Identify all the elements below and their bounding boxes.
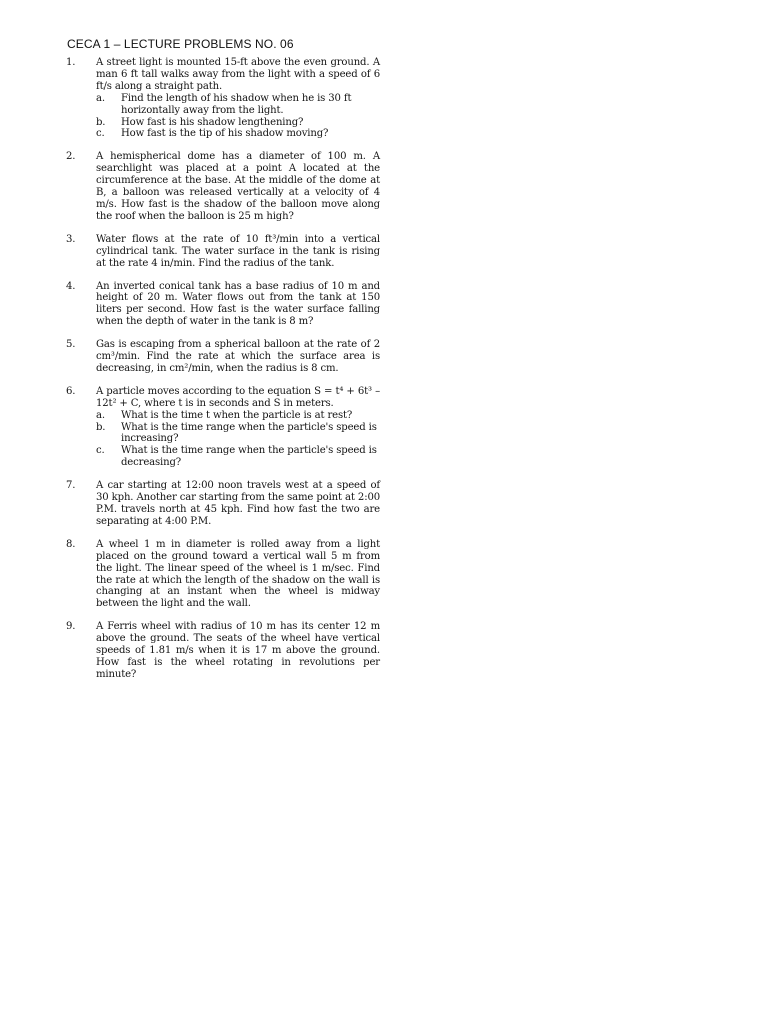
problem-text: A particle moves according to the equation S = t⁴ + 6t³ – 12t² + C, where t is in seconds and S in meters. (96, 385, 380, 409)
problem-body (96, 151, 380, 222)
problem-number: 7. (66, 480, 76, 492)
sub-letter: a. (96, 92, 105, 104)
problem-body (96, 539, 380, 610)
problem-text: A hemispherical dome has a diameter of 100 m. A searchlight was placed at a point A located at the circumference at the base. At the middle of the dome at B, a balloon was released vertically at a velocity of 4 m/s. How fast is the shadow of the balloon move along the roof when the balloon is 25 m high? (96, 151, 380, 222)
sub-letter: b. (96, 116, 106, 128)
sub-question (96, 410, 380, 422)
sub-text: How fast is the tip of his shadow moving? (121, 128, 329, 140)
problem-text: A Ferris wheel with radius of 10 m has its center 12 m above the ground. The seats of the wheel have vertical speeds of 1.81 m/s when it is 17 m above the ground. How fast is the wheel rotating in revolutions per minute? (96, 621, 380, 680)
problem-number: 3. (66, 233, 76, 245)
sub-letter: c. (96, 445, 105, 457)
problem-number: 5. (66, 339, 76, 351)
problem-4 (66, 281, 380, 329)
problem-9 (66, 621, 380, 681)
problem-number: 2. (66, 151, 76, 163)
sub-letter: a. (96, 409, 105, 421)
problem-6 (66, 386, 380, 469)
problem-number: 8. (66, 538, 76, 550)
problem-text: A car starting at 12:00 noon travels west at a speed of 30 kph. Another car starting from the same point at 2:00 P.M. travels north at 45 kph. Find how fast the two are separating at 4:00 P.M. (96, 480, 380, 527)
problem-body (96, 621, 380, 681)
problem-text: An inverted conical tank has a base radius of 10 m and height of 20 m. Water flows out from the tank at 150 liters per second. How fast is the water surface falling when the depth of water in the tank is 8 m? (96, 280, 380, 328)
problem-body (96, 57, 380, 140)
problem-8 (66, 539, 380, 610)
problem-text: Gas is escaping from a spherical balloon at the rate of 2 cm³/min. Find the rate at which the surface area is decreasing, in cm²/min, when the radius is 8 cm. (96, 339, 380, 374)
problem-list (66, 57, 380, 692)
sub-text: How fast is his shadow lengthening? (121, 116, 304, 128)
problem-number: 4. (66, 280, 76, 292)
sub-text: What is the time range when the particle's speed is increasing? (121, 421, 377, 445)
problem-body (96, 281, 380, 329)
problem-number: 6. (66, 385, 76, 397)
problem-7 (66, 480, 380, 528)
sub-letter: b. (96, 421, 106, 433)
problem-1 (66, 57, 380, 140)
problem-text: A street light is mounted 15-ft above the even ground. A man 6 ft tall walks away from the light with a speed of 6 ft/s along a straight path. (96, 57, 380, 92)
problem-body (96, 234, 380, 270)
problem-number: 1. (66, 57, 76, 68)
sub-question (96, 422, 380, 446)
problem-body (96, 339, 380, 375)
sub-question (96, 93, 380, 117)
sub-text: What is the time range when the particle's speed is decreasing? (121, 445, 377, 469)
page-title: CECA 1 – LECTURE PROBLEMS NO. 06 (67, 37, 294, 51)
problem-2 (66, 151, 380, 222)
problem-number: 9. (66, 621, 76, 633)
problem-3 (66, 234, 380, 270)
problem-body (96, 386, 380, 469)
sub-letter: c. (96, 128, 105, 140)
problem-text: Water flows at the rate of 10 ft³/min into a vertical cylindrical tank. The water surface in the tank is rising at the rate 4 in/min. Find the radius of the tank. (96, 233, 380, 269)
sub-text: Find the length of his shadow when he is 30 ft horizontally away from the light. (121, 92, 352, 116)
sub-question (96, 445, 380, 469)
sub-question (96, 117, 380, 129)
problem-text: A wheel 1 m in diameter is rolled away from a light placed on the ground toward a vertical wall 5 m from the light. The linear speed of the wheel is 1 m/sec. Find the rate at which the length of the shadow on the wall is changing at an instant when the wheel is midway between the light and the wall. (96, 538, 380, 610)
sub-text: What is the time t when the particle is at rest? (121, 409, 353, 421)
problem-body (96, 480, 380, 528)
sub-question (96, 128, 380, 140)
problem-5 (66, 339, 380, 375)
